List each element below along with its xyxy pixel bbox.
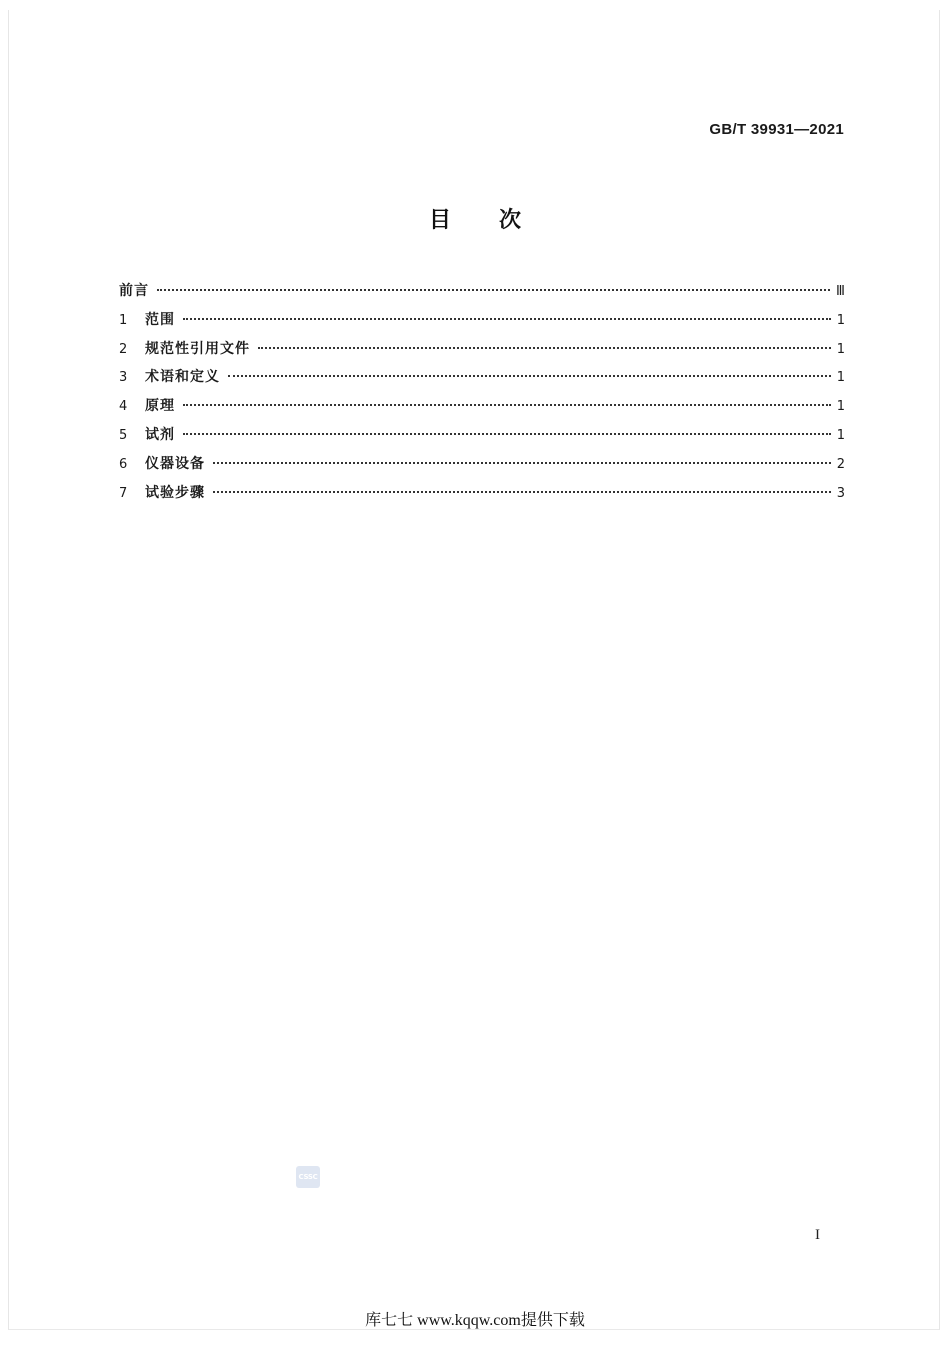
toc-entry-number: 2 [119,341,128,357]
toc-entry-label: 术语和定义 [145,369,220,386]
dot-leader [213,491,831,493]
toc-entry-reagents[interactable] [119,424,845,453]
toc-entry-label: 前言 [119,283,149,299]
toc-entry-label: 仪器设备 [145,455,205,472]
toc-entry-terms-definitions[interactable] [119,366,845,395]
toc-entry-number: 1 [119,312,128,328]
dot-leader [213,462,831,464]
toc-entry-page: 1 [836,427,845,443]
toc-entry-scope[interactable] [119,309,845,338]
toc-entry-page: 1 [836,312,845,328]
toc-entry-apparatus[interactable] [119,453,845,482]
cssc-watermark-logo [296,1166,320,1188]
toc-entry-number: 5 [119,427,128,443]
toc-entry-label: 试剂 [145,426,175,443]
toc-entry-number: 4 [119,399,128,415]
toc-entry-page: 2 [836,456,845,472]
toc-entry-principle[interactable] [119,395,845,424]
toc-entry-label: 规范性引用文件 [145,340,250,357]
dot-leader [258,347,831,349]
standard-number: GB/T 39931—2021 [709,121,844,138]
dot-leader [183,318,831,320]
page-number: I [815,1227,820,1243]
toc-entry-number: 3 [119,370,128,386]
toc-entry-label: 试验步骤 [145,484,205,501]
dot-leader [157,289,830,291]
dot-leader [228,375,831,377]
toc-entry-page: 1 [836,341,845,357]
toc-entry-label: 范围 [145,311,175,328]
dot-leader [183,433,831,435]
toc-entry-label: 原理 [145,398,175,415]
toc-entry-page: 1 [836,370,845,386]
toc-entry-foreword[interactable] [119,280,845,309]
toc-title: 目次 [428,208,569,233]
footer-download-note: 库七七 www.kqqw.com提供下载 [365,1312,585,1329]
dot-leader [183,404,831,406]
toc-entry-test-procedure[interactable] [119,482,845,511]
toc-entry-number: 7 [119,485,128,501]
toc-entry-number: 6 [119,456,128,472]
toc-entry-page: 3 [836,485,845,501]
toc-entry-page: Ⅲ [836,284,845,299]
table-of-contents [119,280,845,510]
watermark-text: CSSC [298,1173,318,1181]
toc-entry-normative-references[interactable] [119,338,845,367]
toc-entry-page: 1 [836,399,845,415]
